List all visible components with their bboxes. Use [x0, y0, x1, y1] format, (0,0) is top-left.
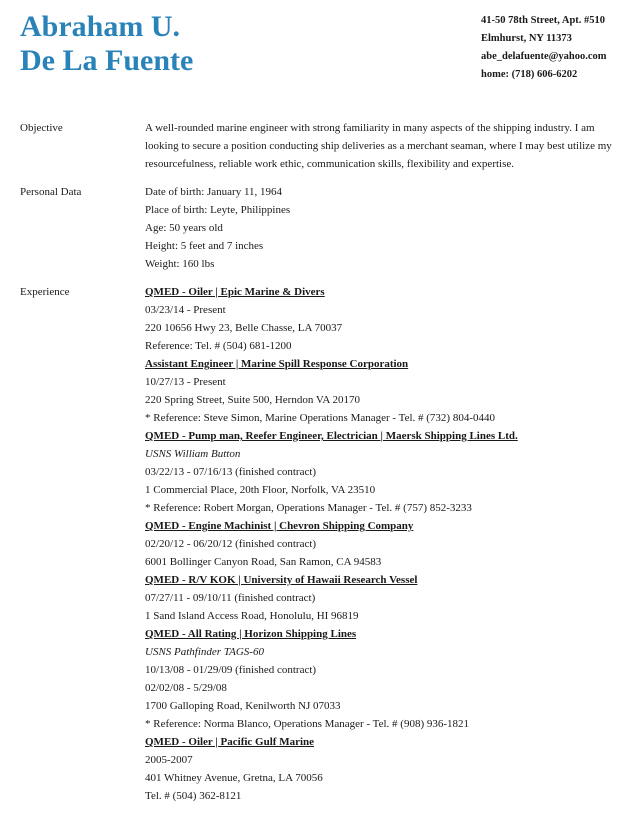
job-detail: 401 Whitney Avenue, Gretna, LA 70056: [145, 772, 323, 784]
personal-data-item: Weight: 160 lbs: [145, 258, 215, 270]
job-title: Assistant Engineer | Marine Spill Response Corporation: [145, 358, 409, 370]
personal-data-item: Height: 5 feet and 7 inches: [145, 240, 264, 252]
job-detail: 03/22/13 - 07/16/13 (finished contract): [145, 466, 317, 478]
name-line-1: Abraham U.: [20, 10, 181, 43]
job-detail: 02/20/12 - 06/20/12 (finished contract): [145, 538, 317, 550]
personal-data-item: Age: 50 years old: [145, 222, 223, 234]
vessel-name: USNS William Button: [145, 448, 241, 460]
job-detail: * Reference: Norma Blanco, Operations Manager - Tel. # (908) 936-1821: [145, 718, 470, 730]
personal-data-label: Personal Data: [20, 186, 82, 198]
job-title: QMED - All Rating | Horizon Shipping Lines: [145, 628, 357, 640]
address-line-1: 41-50 78th Street, Apt. #510: [481, 15, 606, 26]
job-detail: 1 Commercial Place, 20th Floor, Norfolk, VA 23510: [145, 484, 376, 496]
address-line-2: Elmhurst, NY 11373: [481, 33, 572, 44]
job-detail: 1 Sand Island Access Road, Honolulu, HI 96819: [145, 610, 359, 622]
job-detail: 10/13/08 - 01/29/09 (finished contract): [145, 664, 317, 676]
personal-data-list: [145, 183, 625, 273]
job-detail: 220 10656 Hwy 23, Belle Chasse, LA 70037: [145, 322, 343, 334]
job-title: QMED - R/V KOK | University of Hawaii Research Vessel: [145, 574, 418, 586]
job-detail: 1700 Galloping Road, Kenilworth NJ 07033: [145, 700, 341, 712]
job-detail: * Reference: Steve Simon, Marine Operations Manager - Tel. # (732) 804-0440: [145, 412, 496, 424]
job-detail: * Reference: Robert Morgan, Operations Manager - Tel. # (757) 852-3233: [145, 502, 472, 514]
name-line-2: De La Fuente: [20, 44, 194, 77]
job-detail: 07/27/11 - 09/10/11 (finished contract): [145, 592, 316, 604]
experience-list: [145, 283, 625, 805]
phone-number: home: (718) 606-6202: [481, 69, 578, 80]
job-detail: Reference: Tel. # (504) 681-1200: [145, 340, 292, 352]
job-title: QMED - Oiler | Epic Marine & Divers: [145, 286, 325, 298]
job-detail: 02/02/08 - 5/29/08: [145, 682, 227, 694]
job-title: QMED - Engine Machinist | Chevron Shipping Company: [145, 520, 414, 532]
vessel-name: USNS Pathfinder TAGS-60: [145, 646, 264, 658]
objective-text: A well-rounded marine engineer with strong familiarity in many aspects of the shipping industry. I am looking to secure a position conducting ship deliveries as a merchant seaman, where I may best utilize my resourcefulness, reliable work ethic, communication skills, flexibility and expertise.: [145, 122, 612, 170]
job-title: QMED - Pump man, Reefer Engineer, Electrician | Maersk Shipping Lines Ltd.: [145, 430, 518, 442]
job-detail: 10/27/13 - Present: [145, 376, 226, 388]
email-address: abe_delafuente@yahoo.com: [481, 51, 607, 62]
job-detail: 220 Spring Street, Suite 500, Herndon VA 20170: [145, 394, 361, 406]
job-detail: 6001 Bollinger Canyon Road, San Ramon, CA 94583: [145, 556, 382, 568]
objective-label: Objective: [20, 122, 63, 134]
candidate-name: [20, 10, 193, 78]
contact-block: [481, 12, 607, 84]
job-title: QMED - Oiler | Pacific Gulf Marine: [145, 736, 315, 748]
personal-data-item: Place of birth: Leyte, Philippines: [145, 204, 291, 216]
job-detail: Tel. # (504) 362-8121: [145, 790, 242, 802]
job-detail: 2005-2007: [145, 754, 193, 766]
personal-data-item: Date of birth: January 11, 1964: [145, 186, 283, 198]
job-detail: 03/23/14 - Present: [145, 304, 226, 316]
experience-label: Experience: [20, 286, 70, 298]
